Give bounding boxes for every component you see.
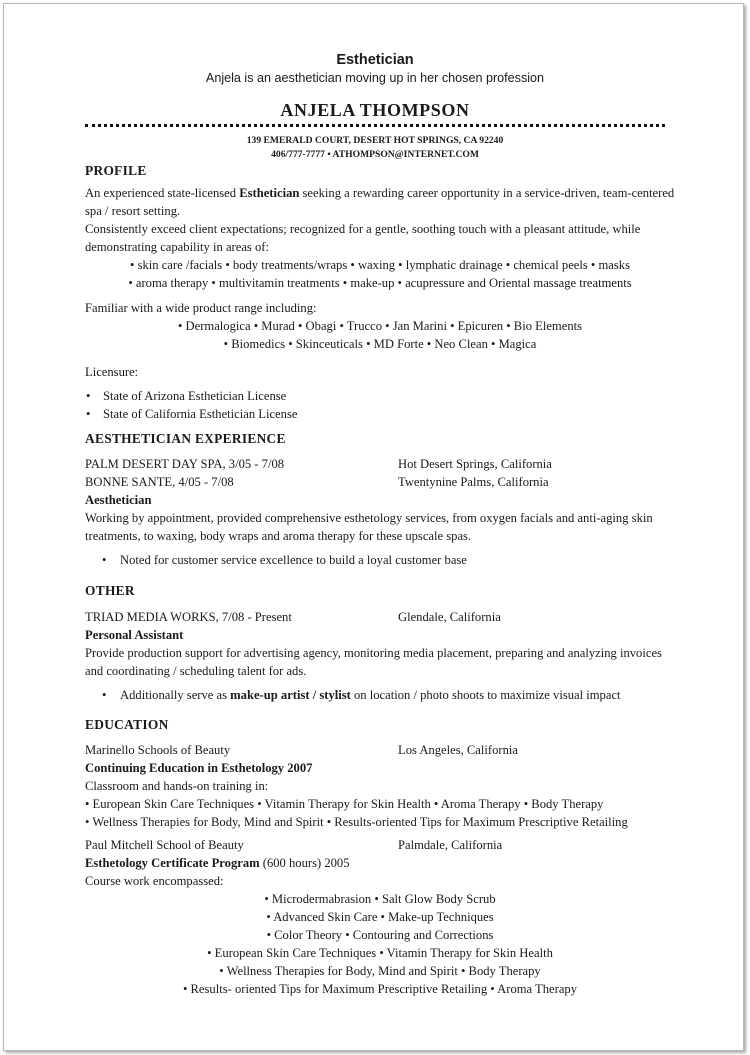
- license-item: • State of Arizona Esthetician License: [85, 387, 675, 405]
- profile-summary-text-end: seeking a rewarding career opportunity in a service-driven, team-centered spa / resort setting.: [85, 186, 675, 218]
- products-intro: Familiar with a wide product range including:: [85, 301, 317, 315]
- license-item: • State of California Esthetician License: [85, 405, 675, 423]
- school-name: Paul Mitchell School of Beauty: [85, 838, 244, 852]
- job-title-text: Personal Assistant: [85, 628, 184, 642]
- course-line: • Wellness Therapies for Body, Mind and Spirit • Results-oriented Tips for Maximum Prescriptive Retailing: [85, 815, 628, 829]
- other-bullets: [85, 686, 675, 704]
- experience-bullets: [85, 551, 675, 569]
- skill-line: • skin care /facials • body treatments/wraps • waxing • lymphatic drainage • chemical peels • masks: [130, 258, 630, 272]
- other-bullet: [85, 686, 675, 704]
- other-bullet-emphasis: make-up artist / stylist: [230, 688, 351, 702]
- program-title: [85, 854, 675, 872]
- experience-bullet: • Noted for customer service excellence to build a loyal customer base: [85, 551, 675, 569]
- section-heading-other: OTHER: [85, 583, 135, 598]
- licensure-label: Licensure:: [85, 365, 139, 379]
- program-title-text: Esthetology Certificate Program: [85, 856, 260, 870]
- school-location: Los Angeles, California: [398, 743, 518, 757]
- banner-title: Esthetician: [336, 52, 414, 68]
- license-list: [85, 387, 675, 423]
- program-title: [85, 759, 675, 777]
- job-employer: PALM DESERT DAY SPA, 3/05 - 7/08: [85, 457, 285, 471]
- school-entry: [85, 741, 675, 759]
- school-name: Marinello Schools of Beauty: [85, 743, 231, 757]
- candidate-name: ANJELA THOMPSON: [280, 100, 470, 120]
- job-description: Working by appointment, provided comprehensive esthetology services, from oxygen facials and anti-aging skin treatments, to waxing, body wraps and aroma therapy for these upscale spas.: [85, 511, 653, 543]
- section-heading-profile: PROFILE: [85, 163, 147, 178]
- product-line: • Biomedics • Skinceuticals • MD Forte • Neo Clean • Magica: [223, 337, 537, 351]
- product-line: • Dermalogica • Murad • Obagi • Trucco • Jan Marini • Epicuren • Bio Elements: [177, 319, 583, 333]
- dotted-divider: [85, 124, 665, 127]
- profile-capabilities: Consistently exceed client expectations; recognized for a gentle, soothing touch with a pleasant attitude, while demonstrating capability in areas of:: [85, 222, 641, 254]
- profile-summary: [85, 184, 675, 220]
- other-bullet-text-end: on location / photo shoots to maximize visual impact: [350, 688, 621, 702]
- course-line: • Microdermabrasion • Salt Glow Body Scrub: [264, 892, 496, 906]
- job-location: Hot Desert Springs, California: [398, 457, 552, 471]
- school-location: Palmdale, California: [398, 838, 503, 852]
- other-bullet-text: Additionally serve as: [120, 688, 231, 702]
- course-line: • Results- oriented Tips for Maximum Prescriptive Retailing • Aroma Therapy: [182, 982, 578, 996]
- job-description: Provide production support for advertising agency, monitoring media placement, preparing and analyzing invoices and coordinating / scheduling talent for ads.: [85, 646, 662, 678]
- job-title: [85, 491, 675, 509]
- job-entry: [85, 608, 675, 626]
- course-line: • Wellness Therapies for Body, Mind and Spirit • Body Therapy: [219, 964, 541, 978]
- job-location: Twentynine Palms, California: [398, 475, 549, 489]
- section-heading-experience: AESTHETICIAN EXPERIENCE: [85, 431, 286, 446]
- job-title-text: Aesthetician: [85, 493, 152, 507]
- job-entry: [85, 473, 675, 491]
- course-intro: Classroom and hands-on training in:: [85, 779, 269, 793]
- job-location: Glendale, California: [398, 610, 501, 624]
- contact-phone-email: 406/777-7777 • ATHOMPSON@INTERNET.COM: [271, 149, 479, 160]
- course-line: • European Skin Care Techniques • Vitamin Therapy for Skin Health: [207, 946, 553, 960]
- profile-summary-text: An experienced state-licensed: [85, 186, 240, 200]
- section-heading-education: EDUCATION: [85, 717, 169, 732]
- program-title-text: Continuing Education in Esthetology 2007: [85, 761, 313, 775]
- course-line: • European Skin Care Techniques • Vitamin Therapy for Skin Health • Aroma Therapy • Body Therapy: [85, 797, 604, 811]
- job-title: [85, 626, 675, 644]
- job-employer: TRIAD MEDIA WORKS, 7/08 - Present: [85, 610, 292, 624]
- course-intro: Course work encompassed:: [85, 874, 224, 888]
- contact-address: 139 EMERALD COURT, DESERT HOT SPRINGS, CA 92240: [246, 135, 504, 146]
- skill-line: • aroma therapy • multivitamin treatments • make-up • acupressure and Oriental massage treatments: [128, 276, 632, 290]
- job-entry: [85, 455, 675, 473]
- resume-body: [85, 162, 675, 998]
- program-hours: (600 hours) 2005: [259, 856, 350, 870]
- profile-summary-role: Esthetician: [239, 186, 300, 200]
- banner-subtitle: Anjela is an aesthetician moving up in her chosen profession: [205, 71, 545, 85]
- school-entry: [85, 836, 675, 854]
- job-employer: BONNE SANTE, 4/05 - 7/08: [85, 475, 234, 489]
- course-line: • Color Theory • Contouring and Corrections: [266, 928, 494, 942]
- course-line: • Advanced Skin Care • Make-up Techniques: [266, 910, 494, 924]
